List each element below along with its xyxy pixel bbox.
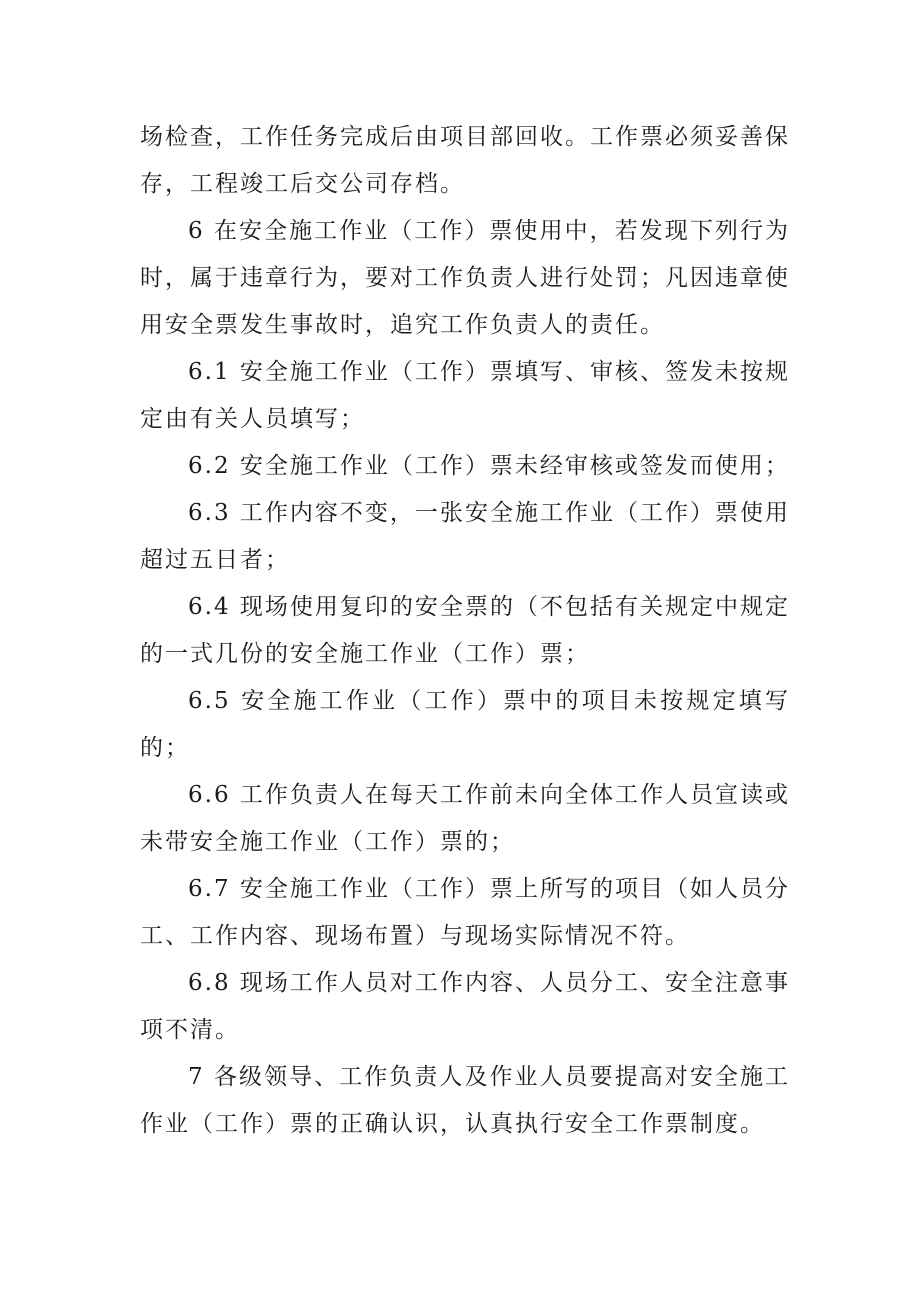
paragraph-item-6-7: 6.7 安全施工作业（工作）票上所写的项目（如人员分工、工作内容、现场布置）与现场实际情况不符。 [140,876,790,949]
paragraph-item-6-4: 6.4 现场使用复印的安全票的（不包括有关规定中规定的一式几份的安全施工作业（工作）票； [140,594,790,667]
paragraph-item-6-6: 6.6 工作负责人在每天工作前未向全体工作人员宣读或未带安全施工作业（工作）票的； [140,782,790,855]
paragraph-item-6: 6 在安全施工作业（工作）票使用中，若发现下列行为时，属于违章行为，要对工作负责人进行处罚；凡因违章使用安全票发生事故时，追究工作负责人的责任。 [140,218,790,338]
paragraph-item-6-5: 6.5 安全施工作业（工作）票中的项目未按规定填写的； [140,688,790,761]
paragraph-item-6-3: 6.3 工作内容不变，一张安全施工作业（工作）票使用超过五日者； [140,500,790,573]
document-body [140,114,790,1148]
paragraph-continuation: 场检查，工作任务完成后由项目部回收。工作票必须妥善保存，工程竣工后交公司存档。 [140,124,790,197]
paragraph-item-6-1: 6.1 安全施工作业（工作）票填写、审核、签发未按规定由有关人员填写； [140,359,790,432]
paragraph-item-7: 7 各级领导、工作负责人及作业人员要提高对安全施工作业（工作）票的正确认识，认真执行安全工作票制度。 [140,1064,790,1137]
paragraph-item-6-2: 6.2 安全施工作业（工作）票未经审核或签发而使用； [188,453,790,479]
paragraph-item-6-8: 6.8 现场工作人员对工作内容、人员分工、安全注意事项不清。 [140,970,790,1043]
